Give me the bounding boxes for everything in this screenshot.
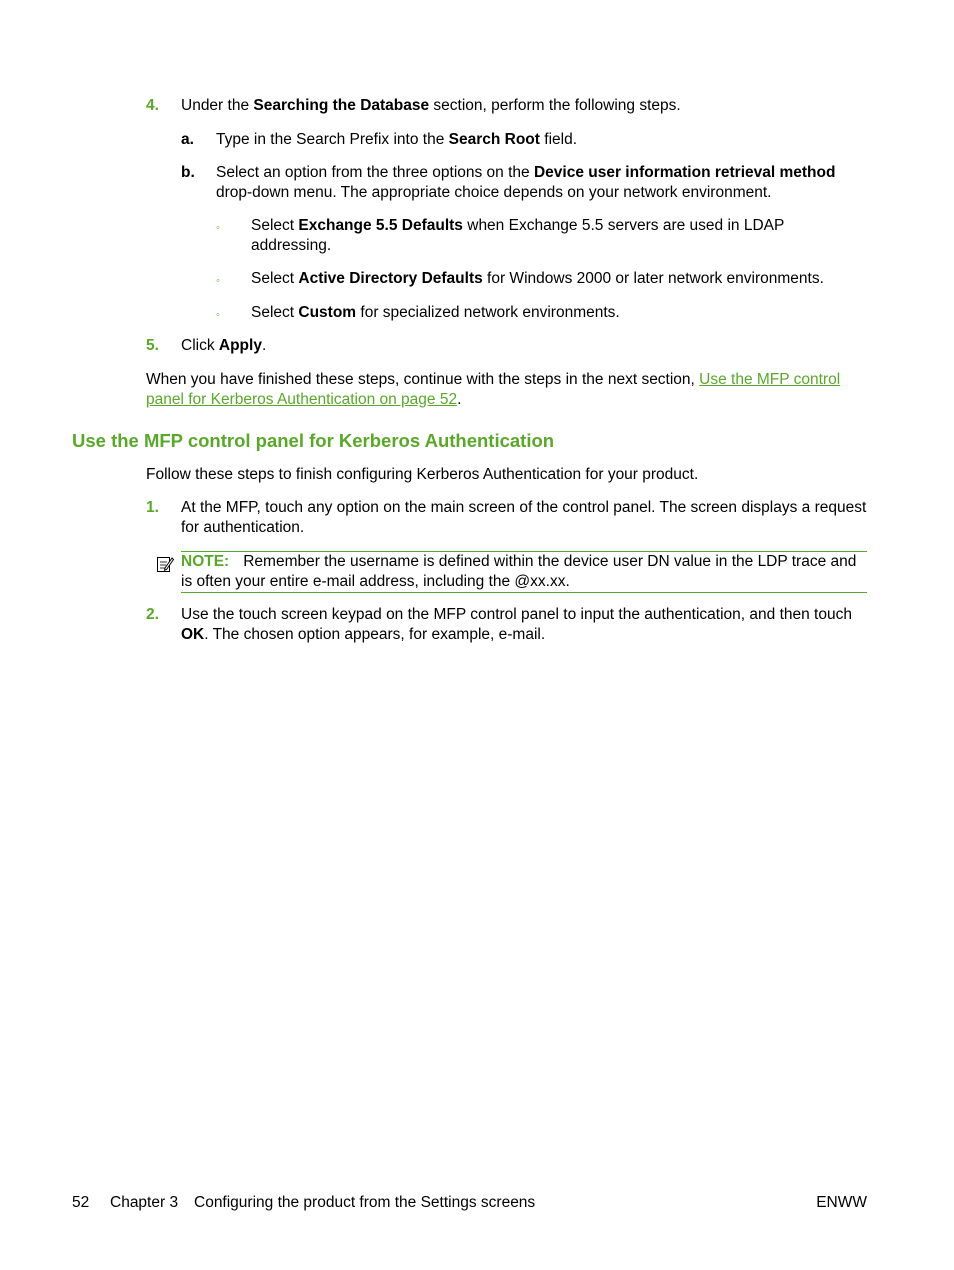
list-item: Select Exchange 5.5 Defaults when Exchange 5.5 servers are used in LDAP addressing. <box>251 217 785 254</box>
step-number: 1. <box>146 499 159 516</box>
footer-title: Configuring the product from the Settings screens <box>194 1194 536 1211</box>
bullet-icon: ◦ <box>216 309 220 321</box>
note-text: Remember the username is defined within the device user DN value in the LDP trace and is often your entire e-mail address, including the @xx.xx. <box>181 553 857 590</box>
intro-paragraph: Follow these steps to finish configuring Kerberos Authentication for your product. <box>146 466 699 483</box>
list-item: Select Active Directory Defaults for Windows 2000 or later network environments. <box>251 270 824 287</box>
step-number: 5. <box>146 337 159 354</box>
section-heading: Use the MFP control panel for Kerberos Authentication <box>72 430 555 451</box>
substep-text: Type in the Search Prefix into the Search Root field. <box>216 131 578 148</box>
note-label: NOTE: <box>181 553 230 570</box>
step-number: 4. <box>146 97 159 114</box>
footer-chapter: Chapter 3 <box>110 1194 179 1211</box>
footer-right: ENWW <box>816 1194 867 1211</box>
bullet-icon: ◦ <box>216 275 220 287</box>
bullet-icon: ◦ <box>216 222 220 234</box>
note-icon <box>156 555 174 573</box>
substep-text: Select an option from the three options on the Device user information retrieval method drop-down menu. The appropriate choice depends on your network environment. <box>216 164 836 201</box>
page-number: 52 <box>72 1194 90 1211</box>
paragraph: When you have finished these steps, continue with the steps in the next section, Use the MFP control panel for Kerberos Authentication on page 52. <box>146 371 841 408</box>
step-number: 2. <box>146 606 159 623</box>
substep-letter: b. <box>181 164 195 181</box>
step-text: Click Apply. <box>181 337 267 354</box>
note-box <box>181 551 867 593</box>
step-text: At the MFP, touch any option on the main screen of the control panel. The screen displays a request for authentication. <box>181 499 867 536</box>
cross-reference-link[interactable]: Use the MFP control panel for Kerberos Authentication on page 52 <box>146 371 841 408</box>
substep-letter: a. <box>181 131 194 148</box>
step-text: Under the Searching the Database section, perform the following steps. <box>181 97 681 114</box>
step-text: Use the touch screen keypad on the MFP control panel to input the authentication, and then touch OK. The chosen option appears, for example, e-mail. <box>181 606 852 643</box>
list-item: Select Custom for specialized network environments. <box>251 304 620 321</box>
